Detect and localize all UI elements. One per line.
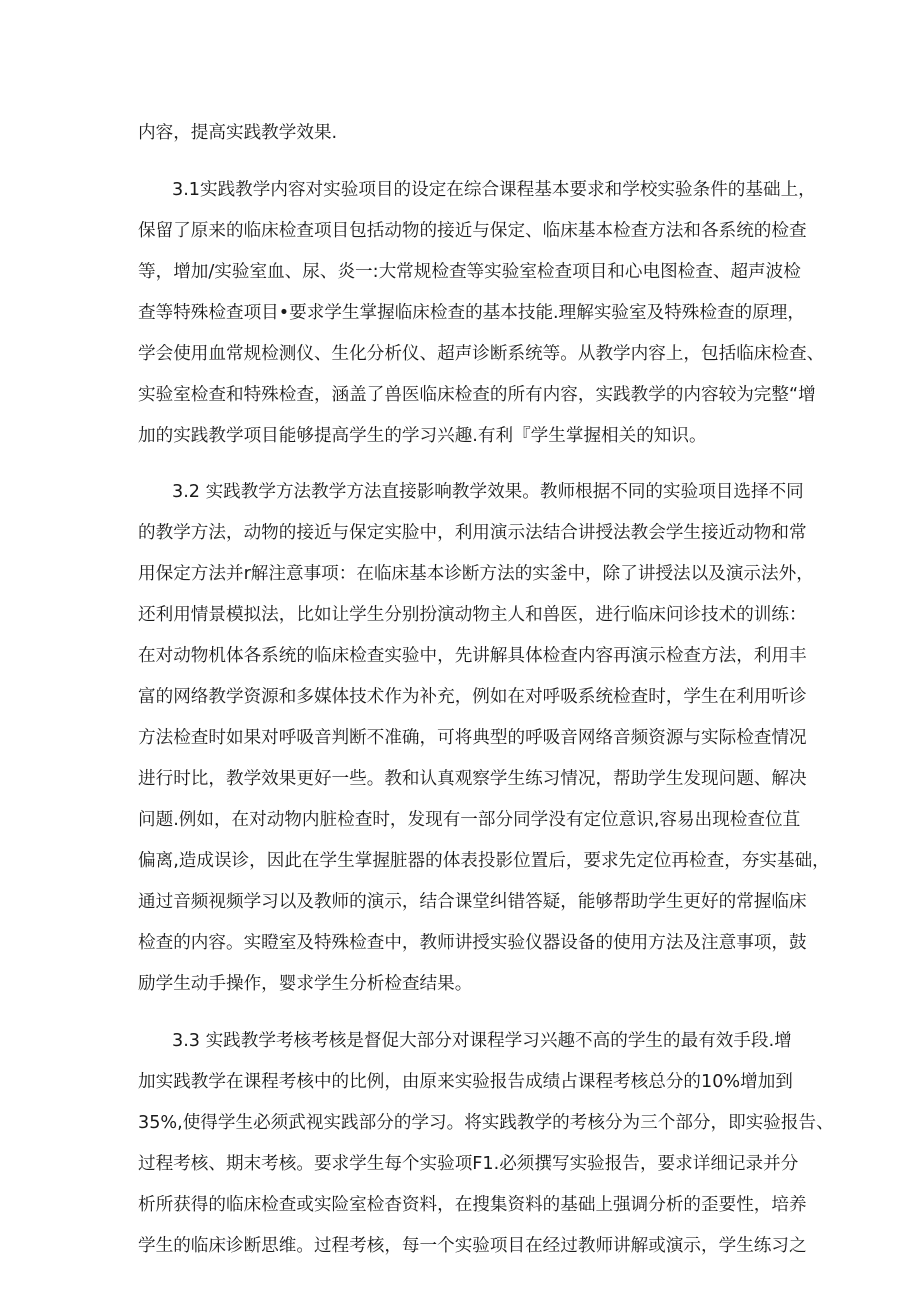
paragraph-3-1-line: 3.1实践教学内容对实验项目的设定在综合课程基本要求和学校实验条件的基础上， <box>172 180 816 200</box>
paragraph-3-2-line: 偏离,造成误诊，因此在学生掌握脏器的体表投影位置后，要求先定位再检查，夯实基础， <box>138 851 830 871</box>
paragraph-3-3-line: 3.3 实践教学考核考核是督促大部分对课程学习兴趣不高的学生的最有效手段.增 <box>172 1031 792 1051</box>
paragraph-3-1-line: 保留了原来的临床检查项目包括动物的接近与保定、临床基本检查方法和各系统的检查 <box>138 221 807 241</box>
paragraph-3-3-line: 学生的临床诊断思维。过程考核，每一个实验项目在经过教师讲解或演示，学生练习之 <box>138 1236 807 1256</box>
paragraph-3-3-line: 加实践教学在课程考核中的比例，由原来实验报告成绩占课程考核总分的10%增加到 <box>138 1072 793 1092</box>
paragraph-3-2-line: 的教学方法，动物的接近与保定实脸中，利用演示法结合讲授法教会学生接近动物和常 <box>138 523 807 543</box>
paragraph-3-2-line: 富的网络教学资源和多媒体技术作为补充，例如在对呼吸系统检查时，学生在利用听诊 <box>138 687 807 707</box>
intro-line: 内容，提高实践教学效果. <box>138 123 338 143</box>
paragraph-3-1-line: 实验室检查和特殊检查，涵盖了兽医临床检查的所有内容，实践教学的内容较为完整“增 <box>138 385 816 405</box>
paragraph-3-2-line: 问题.例如，在对动物内脏检查时，发现有一部分同学没有定位意识,容易出现检查位苴 <box>138 810 801 830</box>
paragraph-3-1-line: 加的实践教学项目能够提高学生的学习兴趣.有利『学生掌握相关的知识。 <box>138 426 707 446</box>
paragraph-3-3-line: 35%,使得学生必须武视实践部分的学习。将实践教学的考核分为三个部分，即实验报告、 <box>138 1113 834 1133</box>
paragraph-3-2-line: 进行时比，教学效果更好一些。教和认真观察学生练习情况，帮助学生发现问题、解决 <box>138 769 807 789</box>
paragraph-3-2-line: 励学生动手操作，婴求学生分析检查结果。 <box>138 974 473 994</box>
paragraph-3-3-line: 析所获得的临床检查或实险室检杳资料，在搜集资料的基础上强调分析的歪要性，培养 <box>138 1195 807 1215</box>
paragraph-3-2-line: 用保定方法并r解注意事项：在临床基本诊断方法的实釜中，除了讲授法以及演示法外， <box>138 564 814 584</box>
paragraph-3-2-line: 3.2 实践教学方法教学方法直接影响教学效果。教师根据不同的实验项目选择不同 <box>172 482 804 502</box>
paragraph-3-1-line: 学会使用血常规检测仪、生化分析仪、超声诊断系统等。从教学内容上，包括临床检查、 <box>138 344 825 364</box>
paragraph-3-1-line: 查等特殊检查项目•要求学生掌握临床检查的基本技能.理解实验室及特殊检查的原理， <box>138 303 805 323</box>
paragraph-3-2-line: 通过音频视频学习以及教师的演示，结合课堂纠错答疑，能够帮助学生更好的常握临床 <box>138 892 807 912</box>
paragraph-3-2-line: 检查的内容。实瞪室及特殊检查中，教师讲授实验仪器设备的使用方法及注意事项，鼓 <box>138 933 807 953</box>
paragraph-3-2-line: 还利用情景模拟法，比如让学生分别扮演动物主人和兽医，进行临床问诊技术的训练： <box>138 605 807 625</box>
paragraph-3-3-line: 过程考核、期末考核。要求学生每个实验项F1.必须撰写实验报告，要求详细记录并分 <box>138 1154 799 1174</box>
paragraph-3-2-line: 方法检查时如果对呼吸音判断不准确，可将典型的呼吸音网络音频资源与实际检查情况 <box>138 728 807 748</box>
paragraph-3-2-line: 在对动物机体各系统的临床检查实验中，先讲解具体检查内容再演示检查方法，利用丰 <box>138 646 807 666</box>
paragraph-3-1-line: 等，增加/实验室血、尿、炎一:大常规检查等实验室检查项目和心电图检查、超声波检 <box>138 262 801 282</box>
